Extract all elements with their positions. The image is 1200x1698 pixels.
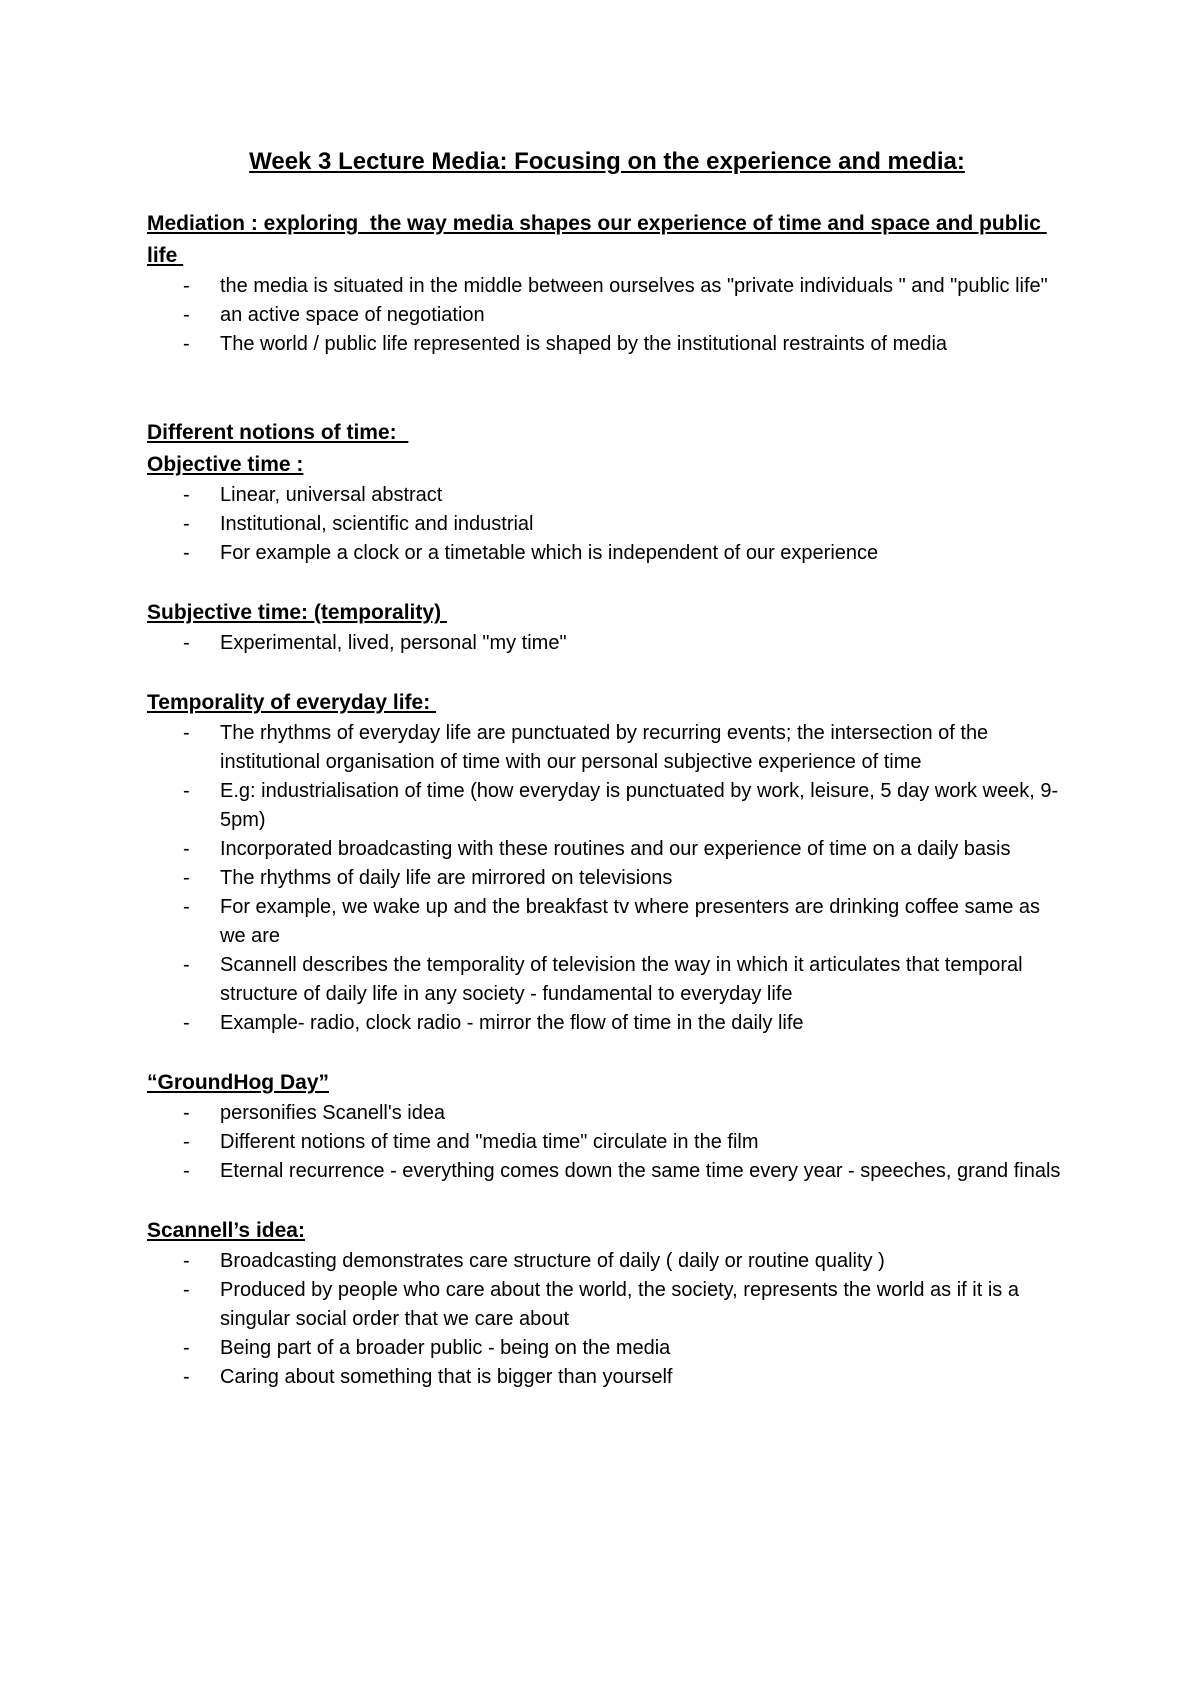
section-4 xyxy=(147,687,1067,1038)
list-item-text: Institutional, scientific and industrial xyxy=(220,513,534,535)
dash-bullet-icon: - xyxy=(183,1279,190,1301)
list-item xyxy=(147,864,1067,893)
dash-bullet-icon: - xyxy=(183,954,190,976)
list-item-text: For example, we wake up and the breakfast tv where presenters are drinking coffee same as we are xyxy=(220,896,1046,947)
page-title: Week 3 Lecture Media: Focusing on the experience and media: xyxy=(249,148,965,175)
document-page xyxy=(147,0,1067,1698)
list-item-text: Eternal recurrence - everything comes down the same time every year - speeches, grand finals xyxy=(220,1160,1061,1182)
list-item-text: The world / public life represented is shaped by the institutional restraints of media xyxy=(220,333,948,355)
dash-bullet-icon: - xyxy=(183,867,190,889)
list-item-text: personifies Scanell's idea xyxy=(220,1102,446,1124)
list-item-text: an active space of negotiation xyxy=(220,304,485,326)
list-item-text: Experimental, lived, personal "my time" xyxy=(220,632,567,654)
bullet-list xyxy=(147,719,1067,1038)
dash-bullet-icon: - xyxy=(183,484,190,506)
bullet-list xyxy=(147,1099,1067,1186)
dash-bullet-icon: - xyxy=(183,722,190,744)
dash-bullet-icon: - xyxy=(183,513,190,535)
dash-bullet-icon: - xyxy=(183,1012,190,1034)
dash-bullet-icon: - xyxy=(183,838,190,860)
list-item xyxy=(147,835,1067,864)
list-item xyxy=(147,1247,1067,1276)
list-item-text: Linear, universal abstract xyxy=(220,484,443,506)
document-body xyxy=(147,208,1067,1392)
section-heading: Objective time : xyxy=(147,453,304,476)
dash-bullet-icon: - xyxy=(183,1160,190,1182)
section-5 xyxy=(147,1067,1067,1186)
list-item-text: Broadcasting demonstrates care structure of daily ( daily or routine quality ) xyxy=(220,1250,885,1272)
list-item-text: the media is situated in the middle between ourselves as "private individuals " and "public life" xyxy=(220,275,1048,297)
bullet-list xyxy=(147,629,1067,658)
section-heading: Subjective time: (temporality) xyxy=(147,601,447,624)
dash-bullet-icon: - xyxy=(183,275,190,297)
dash-bullet-icon: - xyxy=(183,780,190,802)
list-item xyxy=(147,1276,1067,1334)
dash-bullet-icon: - xyxy=(183,896,190,918)
dash-bullet-icon: - xyxy=(183,1250,190,1272)
list-item-text: The rhythms of daily life are mirrored on televisions xyxy=(220,867,673,889)
list-item xyxy=(147,893,1067,951)
list-item xyxy=(147,1128,1067,1157)
list-item-text: Caring about something that is bigger than yourself xyxy=(220,1366,673,1388)
list-item xyxy=(147,719,1067,777)
list-item-text: Scannell describes the temporality of television the way in which it articulates that temporal structure of daily life in any society - fundamental to everyday life xyxy=(220,954,1029,1005)
section-3 xyxy=(147,597,1067,658)
list-item-text: Different notions of time and "media time" circulate in the film xyxy=(220,1131,759,1153)
section-heading: “GroundHog Day” xyxy=(147,1071,329,1094)
list-item xyxy=(147,951,1067,1009)
list-item-text: Example- radio, clock radio - mirror the flow of time in the daily life xyxy=(220,1012,804,1034)
list-item xyxy=(147,1009,1067,1038)
list-item-text: The rhythms of everyday life are punctuated by recurring events; the intersection of the institutional organisation of time with our personal subjective experience of time xyxy=(220,722,994,773)
dash-bullet-icon: - xyxy=(183,1337,190,1359)
list-item xyxy=(147,1334,1067,1363)
dash-bullet-icon: - xyxy=(183,304,190,326)
bullet-list xyxy=(147,272,1067,359)
dash-bullet-icon: - xyxy=(183,1102,190,1124)
list-item xyxy=(147,777,1067,835)
section-6 xyxy=(147,1215,1067,1392)
list-item xyxy=(147,481,1067,510)
dash-bullet-icon: - xyxy=(183,1366,190,1388)
dash-bullet-icon: - xyxy=(183,1131,190,1153)
dash-bullet-icon: - xyxy=(183,542,190,564)
list-item xyxy=(147,629,1067,658)
list-item xyxy=(147,272,1067,301)
list-item xyxy=(147,1157,1067,1186)
section-heading: Scannell’s idea: xyxy=(147,1219,305,1242)
list-item xyxy=(147,1363,1067,1392)
section-heading: Temporality of everyday life: xyxy=(147,691,437,714)
list-item xyxy=(147,301,1067,330)
section-heading: Different notions of time: xyxy=(147,421,409,444)
bullet-list xyxy=(147,481,1067,568)
section-2 xyxy=(147,417,1067,568)
section-1 xyxy=(147,208,1067,359)
list-item xyxy=(147,539,1067,568)
section-heading: Mediation : exploring the way media shapes our experience of time and space and public life xyxy=(147,212,1047,267)
list-item-text: Being part of a broader public - being on the media xyxy=(220,1337,671,1359)
dash-bullet-icon: - xyxy=(183,333,190,355)
list-item xyxy=(147,1099,1067,1128)
dash-bullet-icon: - xyxy=(183,632,190,654)
list-item-text: Produced by people who care about the world, the society, represents the world as if it is a singular social order that we care about xyxy=(220,1279,1025,1330)
list-item-text: For example a clock or a timetable which is independent of our experience xyxy=(220,542,879,564)
list-item-text: E.g: industrialisation of time (how everyday is punctuated by work, leisure, 5 day work week, 9-5pm) xyxy=(220,780,1059,831)
list-item xyxy=(147,330,1067,359)
bullet-list xyxy=(147,1247,1067,1392)
list-item-text: Incorporated broadcasting with these routines and our experience of time on a daily basis xyxy=(220,838,1011,860)
list-item xyxy=(147,510,1067,539)
